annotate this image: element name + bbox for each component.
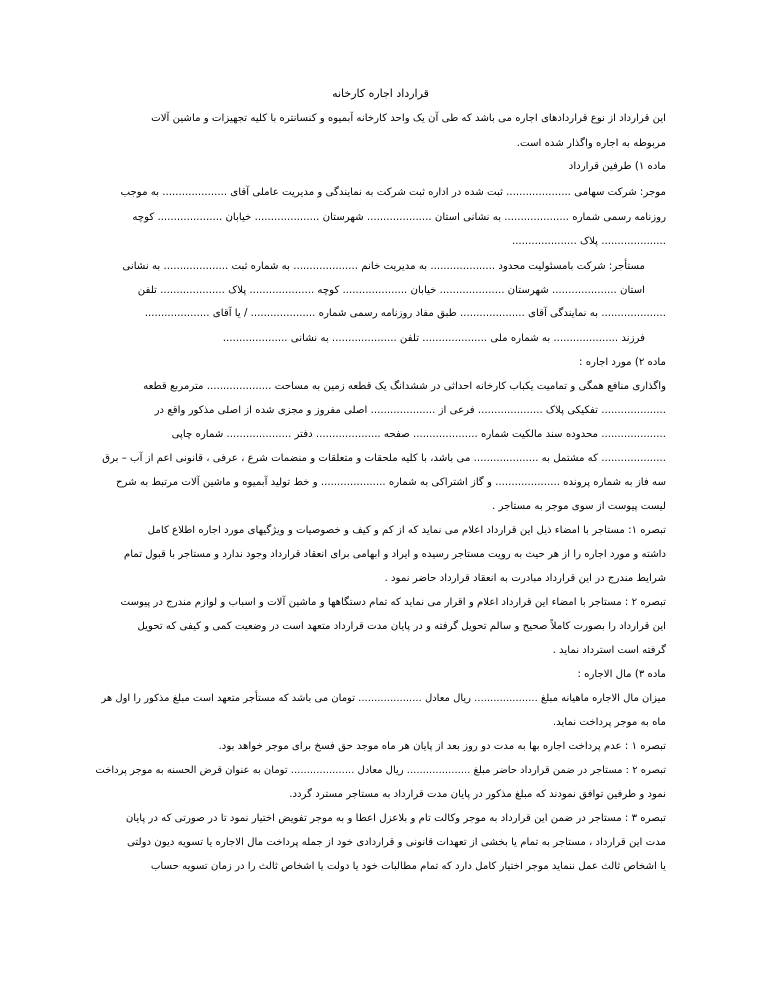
document-title: قرارداد اجاره کارخانه <box>332 87 429 100</box>
rent-note-2-line-2: نمود و طرفین توافق نمودند که مبلغ مذکور در پایان مدت قرارداد به مستاجر مسترد گردد. <box>289 789 666 800</box>
rent-note-3-line-3: یا اشخاص ثالث عمل ننماید موجر اختیار کامل دارد که تمام مطالبات خود یا دولت یا اشخاص ثالث را در زمان تسویه حساب <box>150 861 666 872</box>
lessor-line-2: روزنامه رسمی شماره .................... به نشانی استان .................... شهرستان .................... خیابان .................... کوچه <box>132 212 666 223</box>
rent-note-1: تبصره ۱ : عدم پرداخت اجاره بها به مدت دو روز بعد از پایان هر ماه موجد حق فسخ برای موجر خواهد بود. <box>218 741 666 752</box>
lessor-line-3: .................... پلاک .................... <box>511 236 666 247</box>
rent-line-2: ماه به موجر پرداخت نماید. <box>552 717 666 728</box>
note-1-line-2: داشته و مورد اجاره را از هر حیث به رویت مستاجر رسیده و ایراد و ابهامی برای انعقاد قرارداد وجود ندارد و مستاجر با قبول تمام <box>123 549 666 560</box>
note-2-line-3: گرفته است استرداد نماید . <box>552 645 666 656</box>
note-2-line-1: تبصره ۲ : مستاجر با امضاء این قرارداد اعلام و اقرار می نماید که تمام دستگاهها و ماشین آلات و اسباب و لوازم مندرج در پیوست <box>120 597 666 608</box>
lessee-line-2: استان .................... شهرستان .................... خیابان .................... کوچه .................... پلاک .................... تلفن <box>137 285 645 296</box>
article-1-heading: ماده ۱) طرفین قرارداد <box>568 161 666 172</box>
lessor-line-1: موجر: شرکت سهامی .................... ثبت شده در اداره ثبت شرکت به نمایندگی و مدیریت عاملی آقای .................... به موجب <box>120 187 666 198</box>
article-3-heading: ماده ۳) مال الاجاره : <box>577 669 666 680</box>
lessee-line-4: فرزند .................... به شماره ملی .................... تلفن .................... به نشانی .................... <box>222 333 645 344</box>
intro-line-1: این قرارداد از نوع قراردادهای اجاره می باشد که طی آن یک واحد کارخانه آبمیوه و کنسانتره با کلیه تجهیزات و ماشین آلات <box>151 113 666 124</box>
subject-line-5: سه فاز به شماره پرونده .................... و گاز اشتراکی به شماره .................... و خط تولید آبمیوه و ماشین آلات مرتبط به شرح <box>115 477 666 488</box>
rent-note-3-line-2: مدت این قرارداد ، مستاجر به تمام یا بخشی از تعهدات قانونی و قراردادی خود از جمله پرداخت مال الاجاره یا تسویه دیون دولتی <box>126 837 666 848</box>
intro-line-2: مربوطه به اجاره واگذار شده است. <box>516 138 666 149</box>
subject-line-1: واگذاری منافع همگی و تمامیت یکباب کارخانه احداثی در ششدانگ یک قطعه زمین به مساحت .................... مترمربع قطعه <box>143 381 666 392</box>
note-2-line-2: این قرارداد را بصورت کاملاً صحیح و سالم تحویل گرفته و در پایان مدت قرارداد متعهد است در وضعیت کمی و کیفی که تحویل <box>137 621 666 632</box>
subject-line-4: .................... که مشتمل به .................... می باشد، با کلیه ملحقات و متعلقات و منضمات شرع ، عرفی ، قانونی اعم از آب – برق <box>102 453 666 464</box>
note-1-line-1: تبصره ۱: مستاجر با امضاء ذیل این قرارداد اعلام می نماید که از کم و کیف و خصوصیات و ویژگیهای مورد اجاره اطلاع کامل <box>147 525 666 536</box>
rent-note-3-line-1: تبصره ۳ : مستاجر در ضمن این قرارداد به موجر وکالت تام و بلاعزل اعطا و به موجر تفویض اختیار نمود تا در صورتی که در پایان <box>125 813 666 824</box>
subject-line-6: لیست پیوست از سوی موجر به مستاجر . <box>492 501 666 512</box>
subject-line-2: .................... تفکیکی پلاک .................... فرعی از .................... اصلی مفروز و مجزی شده از اصلی مذکور واقع در <box>154 405 666 416</box>
article-2-heading: ماده ۲) مورد اجاره : <box>579 357 666 368</box>
lessee-line-1: مستأجر: شرکت بامسئولیت محدود .................... به مدیریت خانم .................... به شماره ثبت .................... به نشانی <box>122 261 645 272</box>
rent-note-2-line-1: تبصره ۲ : مستاجر در ضمن قرارداد حاضر مبلغ .................... ریال معادل .................... تومان به عنوان قرض الحسنه به موجر پرداخت <box>95 765 666 776</box>
note-1-line-3: شرایط مندرج در این قرارداد مبادرت به انعقاد قرارداد حاضر نمود . <box>384 573 666 584</box>
lessee-line-3: .................... به نمایندگی آقای .................... طبق مفاد روزنامه رسمی شماره .................... / یا آقای .................... <box>144 308 666 319</box>
subject-line-3: .................... محدوده سند مالکیت شماره .................... صفحه .................... دفتر .................... شماره چاپی <box>171 429 666 440</box>
rent-line-1: میزان مال الاجاره ماهیانه مبلغ .................... ریال معادل .................... تومان می باشد که مستأجر متعهد است مبلغ مذکور را اول هر <box>101 693 666 704</box>
